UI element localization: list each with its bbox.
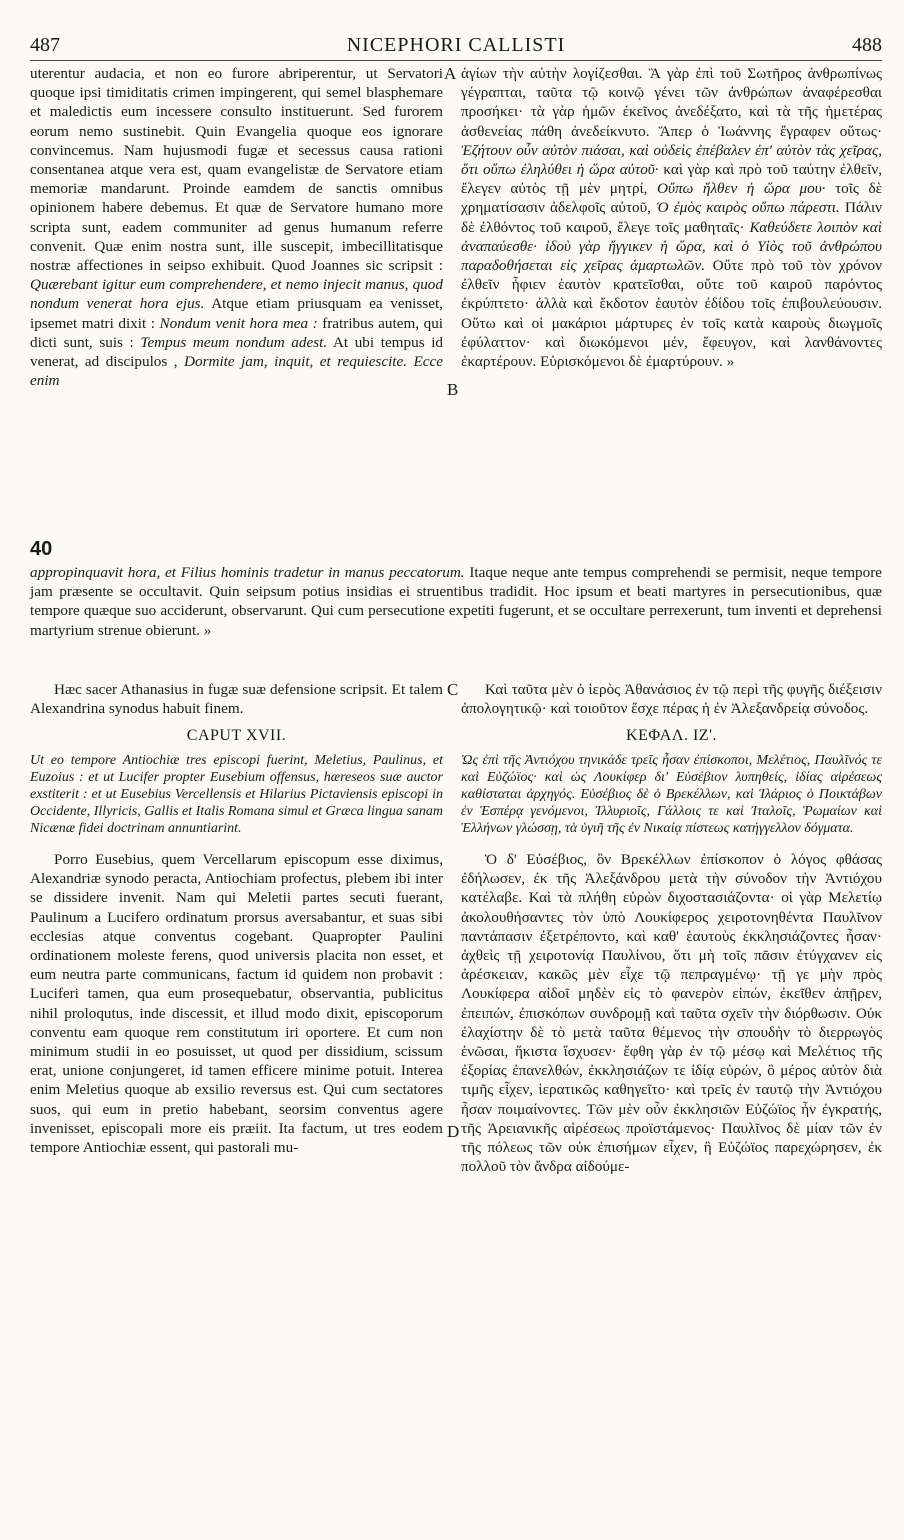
- greek-quote-1: Ἐζήτουν οὖν αὐτὸν πιάσαι, καὶ οὐδεὶς ἐπέβαλεν ἐπ' αὐτὸν τὰς χεῖρας, ὅτι οὔπω ἐληλύθει ἡ ὥρα αὐτοῦ·: [461, 141, 882, 179]
- margin-marker-b: B: [447, 380, 459, 399]
- margin-marker-a: A: [444, 64, 457, 83]
- latin-closing-paragraph: Hæc sacer Athanasius in fugæ suæ defensione scripsit. Et talem Alexandrina synodus habuit finem.: [30, 681, 443, 718]
- latin-text-mid3: At ubi tempus id venerat, ad discipulos ,: [30, 333, 444, 371]
- latin-chapter-body: Porro Eusebius, quem Vercellarum episcopum esse diximus, Alexandriæ synodo peracta, Antiochiam profectus, plebem ibi inter se dissidere invenit. Nam qui Meletii partes secuti fuerant, Paulinum a Lucifero ordinatum prorsus aversabantur, et suas sibi ecclesias atque conventus cogebant. Quapropter Paulini ordinationem moleste ferens, quod universis placita non esset, et eum neutra parte communicans, factum id quidem non probavit : Luciferi tamen, qua eum prosequebatur, observantia, publicitus nihil proloqutus, inde discessit, et illud modo dixit, episcoporum conventu eam quoque rem constitutum iri oportere. Et cum non minimum studii in eo posuisset, ut quod per dissidium, scissum erat, unione conjungeret, id tamen efficere minime potuit. Interea enim Meletius quoque ab exsilio reversus est. Qui cum sectatores suos, qui eum in pretio habebant, seorsim conventus agere invenisset, episcopali more eis præiit. Ita factum, ut tres eodem tempore Antiochiæ essent, qui pastorali mu-: [30, 851, 443, 1157]
- line-number: 40: [30, 538, 53, 560]
- latin-column-middle: [30, 680, 443, 837]
- greek-column-top: [461, 64, 882, 371]
- latin-text-top: uterentur audacia, et non eo furore abriperentur, ut Servatori quoque ipsi timiditatis crimen impingerent, qui semel blasphemare et maledictis eum incessere consulto instituerunt. Sed furorem eorum nemo sustinebit. Quin Evangelia quoque eos ignorare convincemus. Nam hujusmodi fugæ et secessus causa rationi consentanea atque vera est, quam evangelistæ de Servatore etiam memoriæ mandarunt. Proinde eamdem de sanctis omnibus opinionem habere debemus. Et quæ de Servatore humano more scripta sunt, eadem communiter ad genus humanum referre convenit. Quæ enim nostra sunt, ille suscepit, imbecillitatisque nostræ affectiones in seipso exhibuit. Quod Joannes sic scripsit :: [30, 65, 443, 275]
- greek-text-end: Οὔτε πρὸ τοῦ τὸν χρόνον ἐλθεῖν ἧφιεν ἑαυτὸν κρατεῖσθαι, οὔτε τοῦ καιροῦ παρόντος ἐκρύπτετο· ἀλλὰ καὶ ἔκδοτον ἑαυτὸν ἐδίδου τοῖς ἐπιβουλεύουσιν. Οὕτω καὶ οἱ μακάριοι μάρτυρες ἐν τοῖς κατὰ καιροὺς διωγμοῖς ἐφύλαττον· καὶ διωκόμενοι μέν, ἔφευγον, καὶ λανθάνοντες ἐκαρτέρουν. Εὑρισκόμενοι δὲ ἐμαρτύρουν. »: [461, 257, 883, 371]
- latin-column-top: [30, 64, 443, 390]
- latin-quote-continuation: appropinquavit hora, et Filius hominis tradetur in manus peccatorum.: [30, 564, 465, 581]
- latin-column-bottom: [30, 850, 443, 1157]
- greek-text-mid2: τοῖς δὲ χρηματίσασιν ἀδελφοῖς αὐτοῦ,: [461, 180, 882, 217]
- latin-chapter-heading: CAPUT XVII.: [186, 727, 287, 745]
- greek-text-mid3: Πάλιν δὲ ἐλθόντος τοῦ καιροῦ, ἔλεγε τοῖς μαθηταῖς·: [461, 199, 882, 236]
- greek-chapter-heading: ΚΕΦΑΛ. ΙΖ'.: [626, 727, 717, 745]
- page-number-left: 487: [30, 34, 60, 56]
- margin-marker-d: D: [447, 1122, 460, 1141]
- greek-text-mid: καὶ γὰρ καὶ πρὸ τοῦ ταύτην ἐλθεῖν, ἔλεγεν αὐτὸς τῇ μὲν μητρί,: [461, 161, 883, 198]
- greek-quote-3: Ὁ ἐμὸς καιρὸς οὔπω πάρεστι.: [656, 199, 840, 217]
- latin-full-width-continuation: [30, 563, 882, 640]
- greek-column-middle: [461, 680, 882, 837]
- latin-quote-3: Tempus meum nondum adest.: [140, 333, 328, 351]
- greek-closing-paragraph: Καὶ ταῦτα μὲν ὁ ἱερὸς Ἀθανάσιος ἐν τῷ περὶ τῆς φυγῆς διέξεισιν ἀπολογητικῷ· καὶ τοιοῦτον ἔσχε πέρας ἡ ἐν Ἀλεξανδρείᾳ σύνοδος.: [461, 681, 882, 718]
- greek-quote-4: Καθεύδετε λοιπὸν καὶ ἀναπαύεσθε· ἰδοὺ γὰρ ἤγγικεν ἡ ὥρα, καὶ ὁ Υἱὸς τοῦ ἀνθρώπου παραδοθήσεται εἰς χεῖρας ἁμαρτωλῶν.: [461, 218, 882, 275]
- margin-marker-c: C: [447, 680, 459, 699]
- latin-text-mid: Atque etiam priusquam ea venisset, ipsemet matri dixit :: [30, 295, 443, 332]
- latin-chapter-summary: Ut eo tempore Antiochiæ tres episcopi fuerint, Meletius, Paulinus, et Euzoius : et ut Lucifer propter Eusebium offensus, hæreseos suæ auctor exstiterit : et ut Eusebius Vercellensis et Hilarius Pictaviensis episcopi in Occidente, Illyricis, Gallis et Italis Romana simul et Græca lingua sanam Nicænæ fidei doctrinam annuntiarint.: [30, 752, 443, 836]
- latin-quote-1: Quærebant igitur eum comprehendere, et nemo injecit manus, quod nondum venerat hora ejus.: [30, 276, 443, 313]
- running-title: NICEPHORI CALLISTI: [346, 34, 566, 56]
- page-header: [30, 34, 882, 60]
- latin-text-mid2: fratribus autem, qui dicti sunt, suis :: [30, 314, 444, 351]
- latin-quote-2: Nondum venit hora mea :: [159, 314, 318, 332]
- latin-quote-4: Dormite jam, inquit, et requiescite. Ecce enim: [30, 353, 444, 390]
- greek-column-bottom: [461, 850, 882, 1176]
- greek-quote-2: Οὔπω ἥλθεν ἡ ὥρα μου·: [657, 180, 826, 198]
- greek-text-top: ἁγίων τὴν αὐτὴν λογίζεσθαι. Ἃ γὰρ ἐπὶ τοῦ Σωτῆρος ἀνθρωπίνως γέγραπται, ταῦτα τῷ κοινῷ γένει τῶν ἀνθρώπων ἀναφέρεσθαι προσήκει· τὰ γὰρ ἡμῶν ἐκεῖνος ἀνεδέξατο, καὶ τὰ τῆς ἡμετέρας ἀσθενείας πάθη ἀνεδείκνυτο. Ἅπερ ὁ Ἰωάννης ἔγραφεν οὕτως·: [461, 65, 882, 140]
- latin-wide-text: Itaque neque ante tempus comprehendi se permisit, neque tempore jam præsente se occultavit. Quin seipsum potius insidias ei struentibus tradidit. Hoc ipsum et beati martyres in persecutionibus, quæ tempore quæque suo acciderunt, observarunt. Qui cum persecutione expetiti fugerunt, et se occultare perrexerunt, tum inventi et deprehensi martyrium strenue obierunt. »: [30, 564, 883, 639]
- page-number-right: 488: [852, 34, 882, 56]
- greek-chapter-body: Ὁ δ' Εὐσέβιος, ὃν Βρεκέλλων ἐπίσκοπον ὁ λόγος φθάσας ἐδήλωσεν, ἐκ τῆς Ἀλεξάνδρου μετὰ τὴν σύνοδον τὴν Ἀντιόχου κατέλαβε. Καὶ τὰ πλήθη εὑρὼν διχοστασιάζοντα· οἱ γὰρ Μελετίῳ ἀκολουθήσαντες τὸν ὑπὸ Λουκίφερος χειροτονηθέντα Παυλῖνον παντάπασιν ἐξετρέποντο, καὶ καθ' ἑαυτοὺς ἐκκλησιάζοντες ἦσαν· ἀχθεὶς τῇ χειροτονίᾳ Παυλίνου, ὅτι μὴ τοῖς πᾶσιν ἐτύγχανεν εἰς ἀρέσκειαν, κακῶς μὲν εἶχε τῷ πεπραγμένῳ· τῇ γε μὴν πρὸς Λουκίφερα αἰδοῖ μηδὲν εἰς τὸ φανερὸν εἰπών, ἐκεῖθεν ἀπῇρεν, ἐπειπών, ἐπισκόπων συνδρομῇ καὶ ταῦτα σχεῖν τὴν διόρθωσιν. Οὐκ ἐλαχίστην δὲ τὸ μετὰ ταῦτα θέμενος τὴν σπουδὴν τὸ διερρωγὸς ἑνῶσαι, ἥκιστα ἴσχυσεν· ἔφθη γὰρ ἐν τῷ μέσῳ καὶ Μελέτιος τῆς ἐξορίας ἐπανελθών, ἐκκλησιάζων τε ἰδίᾳ εὑρών, ὃ μέρος αὐτὸν διὰ τιμῆς εἶχεν, ἱερατικῶς καθηγεῖτο· καὶ τρεῖς ἐν ταυτῷ τὴν Ἀντιόχου ἦσαν ποιμαίνοντες. Τῶν μὲν οὖν ἐκκλησιῶν Εὐζώϊος ἦν ἐγκρατής, τῆς Ἀρειανικῆς αἱρέσεως προϊστάμενος· Παυλῖνος δὲ μίαν τῶν ἐν τῆς πόλεως τῶν οὐκ ἐπισήμων εἶχεν, ἣ Εὐζώϊος παρεχώρησεν, ἐκ πολλοῦ τὸν ἄνδρα αἰδούμε-: [461, 851, 882, 1176]
- header-rule: [30, 60, 882, 61]
- greek-chapter-summary: Ὡς ἐπὶ τῆς Ἀντιόχου τηνικάδε τρεῖς ἦσαν ἐπίσκοποι, Μελέτιος, Παυλῖνός τε καὶ Εὐζώϊος· καὶ ὡς Λουκίφερ δι' Εὐσέβιον λυπηθείς, ἰδίας αἱρέσεως καθίσταται ἀρχηγός. Εὐσέβιος δὲ ὁ Βρεκέλλων, καὶ Ἱλάριος ὁ Ποικτάβων ἐν Ἑσπέρᾳ γενόμενοι, Ἰλλυριοῖς, Γάλλοις τε καὶ Ἰταλοῖς, Ῥωμαίων καὶ Ἑλλήνων γλώσσῃ, τὰ ὑγιῆ τῆς ἐν Νικαίᾳ πίστεως κατήγγελλον δόγματα.: [461, 752, 882, 836]
